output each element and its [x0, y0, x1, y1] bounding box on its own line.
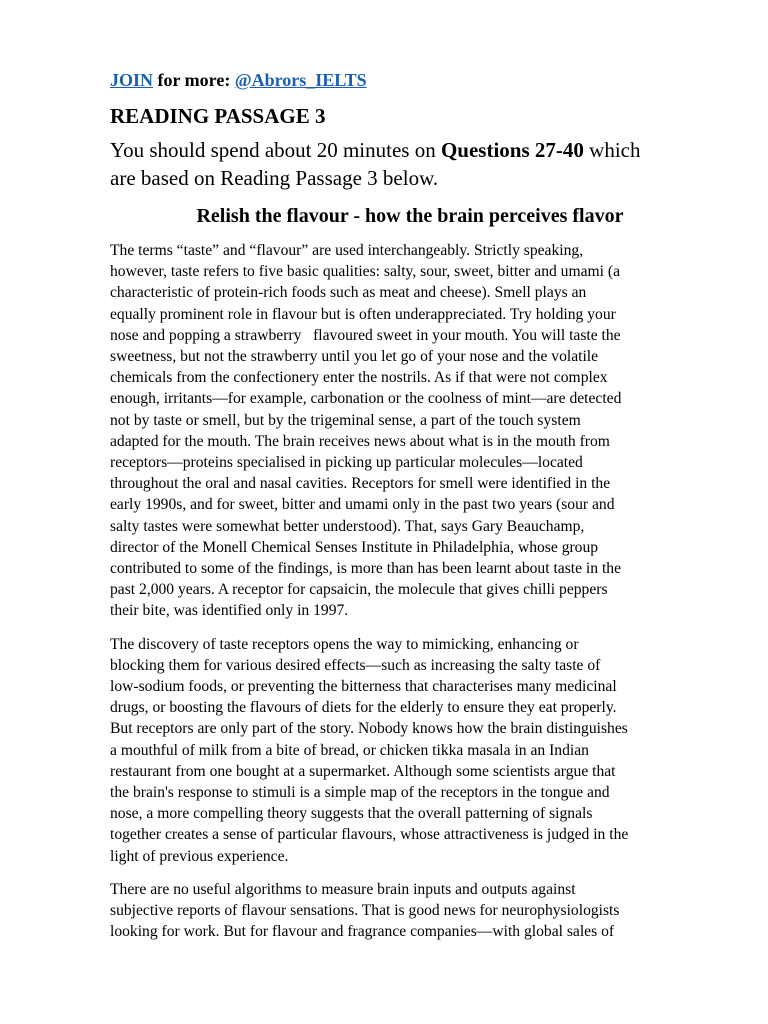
text-line: salty tastes were somewhat better understood). That, says Gary Beauchamp, [110, 517, 585, 535]
text-line: restaurant from one bought at a supermarket. Although some scientists argue that [110, 762, 616, 780]
text-line: But receptors are only part of the story. Nobody knows how the brain distinguishes [110, 720, 628, 738]
text-line: contributed to some of the findings, is more than has been learnt about taste in the [110, 560, 621, 578]
text-line: drugs, or boosting the flavours of diets for the elderly to ensure they eat properly. [110, 699, 617, 717]
text-line: blocking them for various desired effects—such as increasing the salty taste of [110, 656, 601, 674]
instructions-questions: Questions 27-40 [440, 138, 584, 162]
paragraph-1 [110, 240, 710, 622]
text-line: chemicals from the confectionery enter the nostrils. As if that were not complex [110, 369, 608, 387]
join-link[interactable]: JOIN [110, 70, 154, 90]
text-line: sweetness, but not the strawberry until you let go of your nose and the volatile [110, 348, 599, 366]
text-line: The terms “taste” and “flavour” are used interchangeably. Strictly speaking, [110, 242, 584, 259]
text-line: their bite, was identified only in 1997. [110, 602, 349, 620]
instructions-part2: which [583, 138, 641, 162]
text-line: nose, a more compelling theory suggests that the overall patterning of signals [110, 805, 593, 823]
text-line: past 2,000 years. A receptor for capsaicin, the molecule that gives chilli peppers [110, 581, 608, 599]
join-text: for more: [153, 70, 235, 90]
text-line: looking for work. But for flavour and fragrance companies—with global sales of [110, 923, 615, 941]
text-line: throughout the oral and nasal cavities. Receptors for smell were identified in the [110, 475, 611, 493]
text-line: nose and popping a strawberry flavoured sweet in your mouth. You will taste the [110, 326, 621, 344]
text-line: adapted for the mouth. The brain receives news about what is in the mouth from [110, 432, 610, 450]
text-line: however, taste refers to five basic qualities: salty, sour, sweet, bitter and umami (a [110, 263, 621, 281]
channel-link[interactable]: @Abrors_IELTS [234, 70, 367, 90]
text-line: light of previous experience. [110, 847, 289, 865]
instructions-line2: are based on Reading Passage 3 below. [110, 166, 439, 190]
text-line: characteristic of protein-rich foods such as meat and cheese). Smell plays an [110, 284, 587, 302]
instructions-part1: You should spend about 20 minutes on [110, 138, 441, 162]
text-line: The discovery of taste receptors opens the way to mimicking, enhancing or [110, 635, 579, 653]
section-title: READING PASSAGE 3 [110, 104, 326, 128]
text-line: low-sodium foods, or preventing the bitterness that characterises many medicinal [110, 678, 617, 696]
text-line: together creates a sense of particular flavours, whose attractiveness is judged in the [110, 826, 629, 844]
text-line: receptors—proteins specialised in picking up particular molecules—located [110, 454, 583, 472]
text-line: director of the Monell Chemical Senses Institute in Philadelphia, whose group [110, 538, 599, 556]
instructions [110, 136, 710, 192]
text-line: early 1990s, and for sweet, bitter and umami only in the past two years (sour and [110, 496, 615, 514]
text-line: equally prominent role in flavour but is often underappreciated. Try holding your [110, 305, 616, 323]
paragraph-2 [110, 634, 710, 867]
paragraph-3 [110, 879, 710, 943]
passage-title: Relish the flavour - how the brain perceives flavor [196, 205, 624, 227]
text-line: enough, irritants—for example, carbonation or the coolness of mint—are detected [110, 390, 622, 408]
text-line: a mouthful of milk from a bite of bread, or chicken tikka masala in an Indian [110, 741, 589, 759]
join-banner [110, 66, 710, 94]
text-line: not by taste or smell, but by the trigeminal sense, a part of the touch system [110, 411, 581, 429]
text-line: There are no useful algorithms to measure brain inputs and outputs against [110, 880, 576, 898]
text-line: subjective reports of flavour sensations. That is good news for neurophysiologists [110, 902, 620, 920]
text-line: the brain's response to stimuli is a simple map of the receptors in the tongue and [110, 784, 610, 802]
document-page [110, 66, 710, 955]
